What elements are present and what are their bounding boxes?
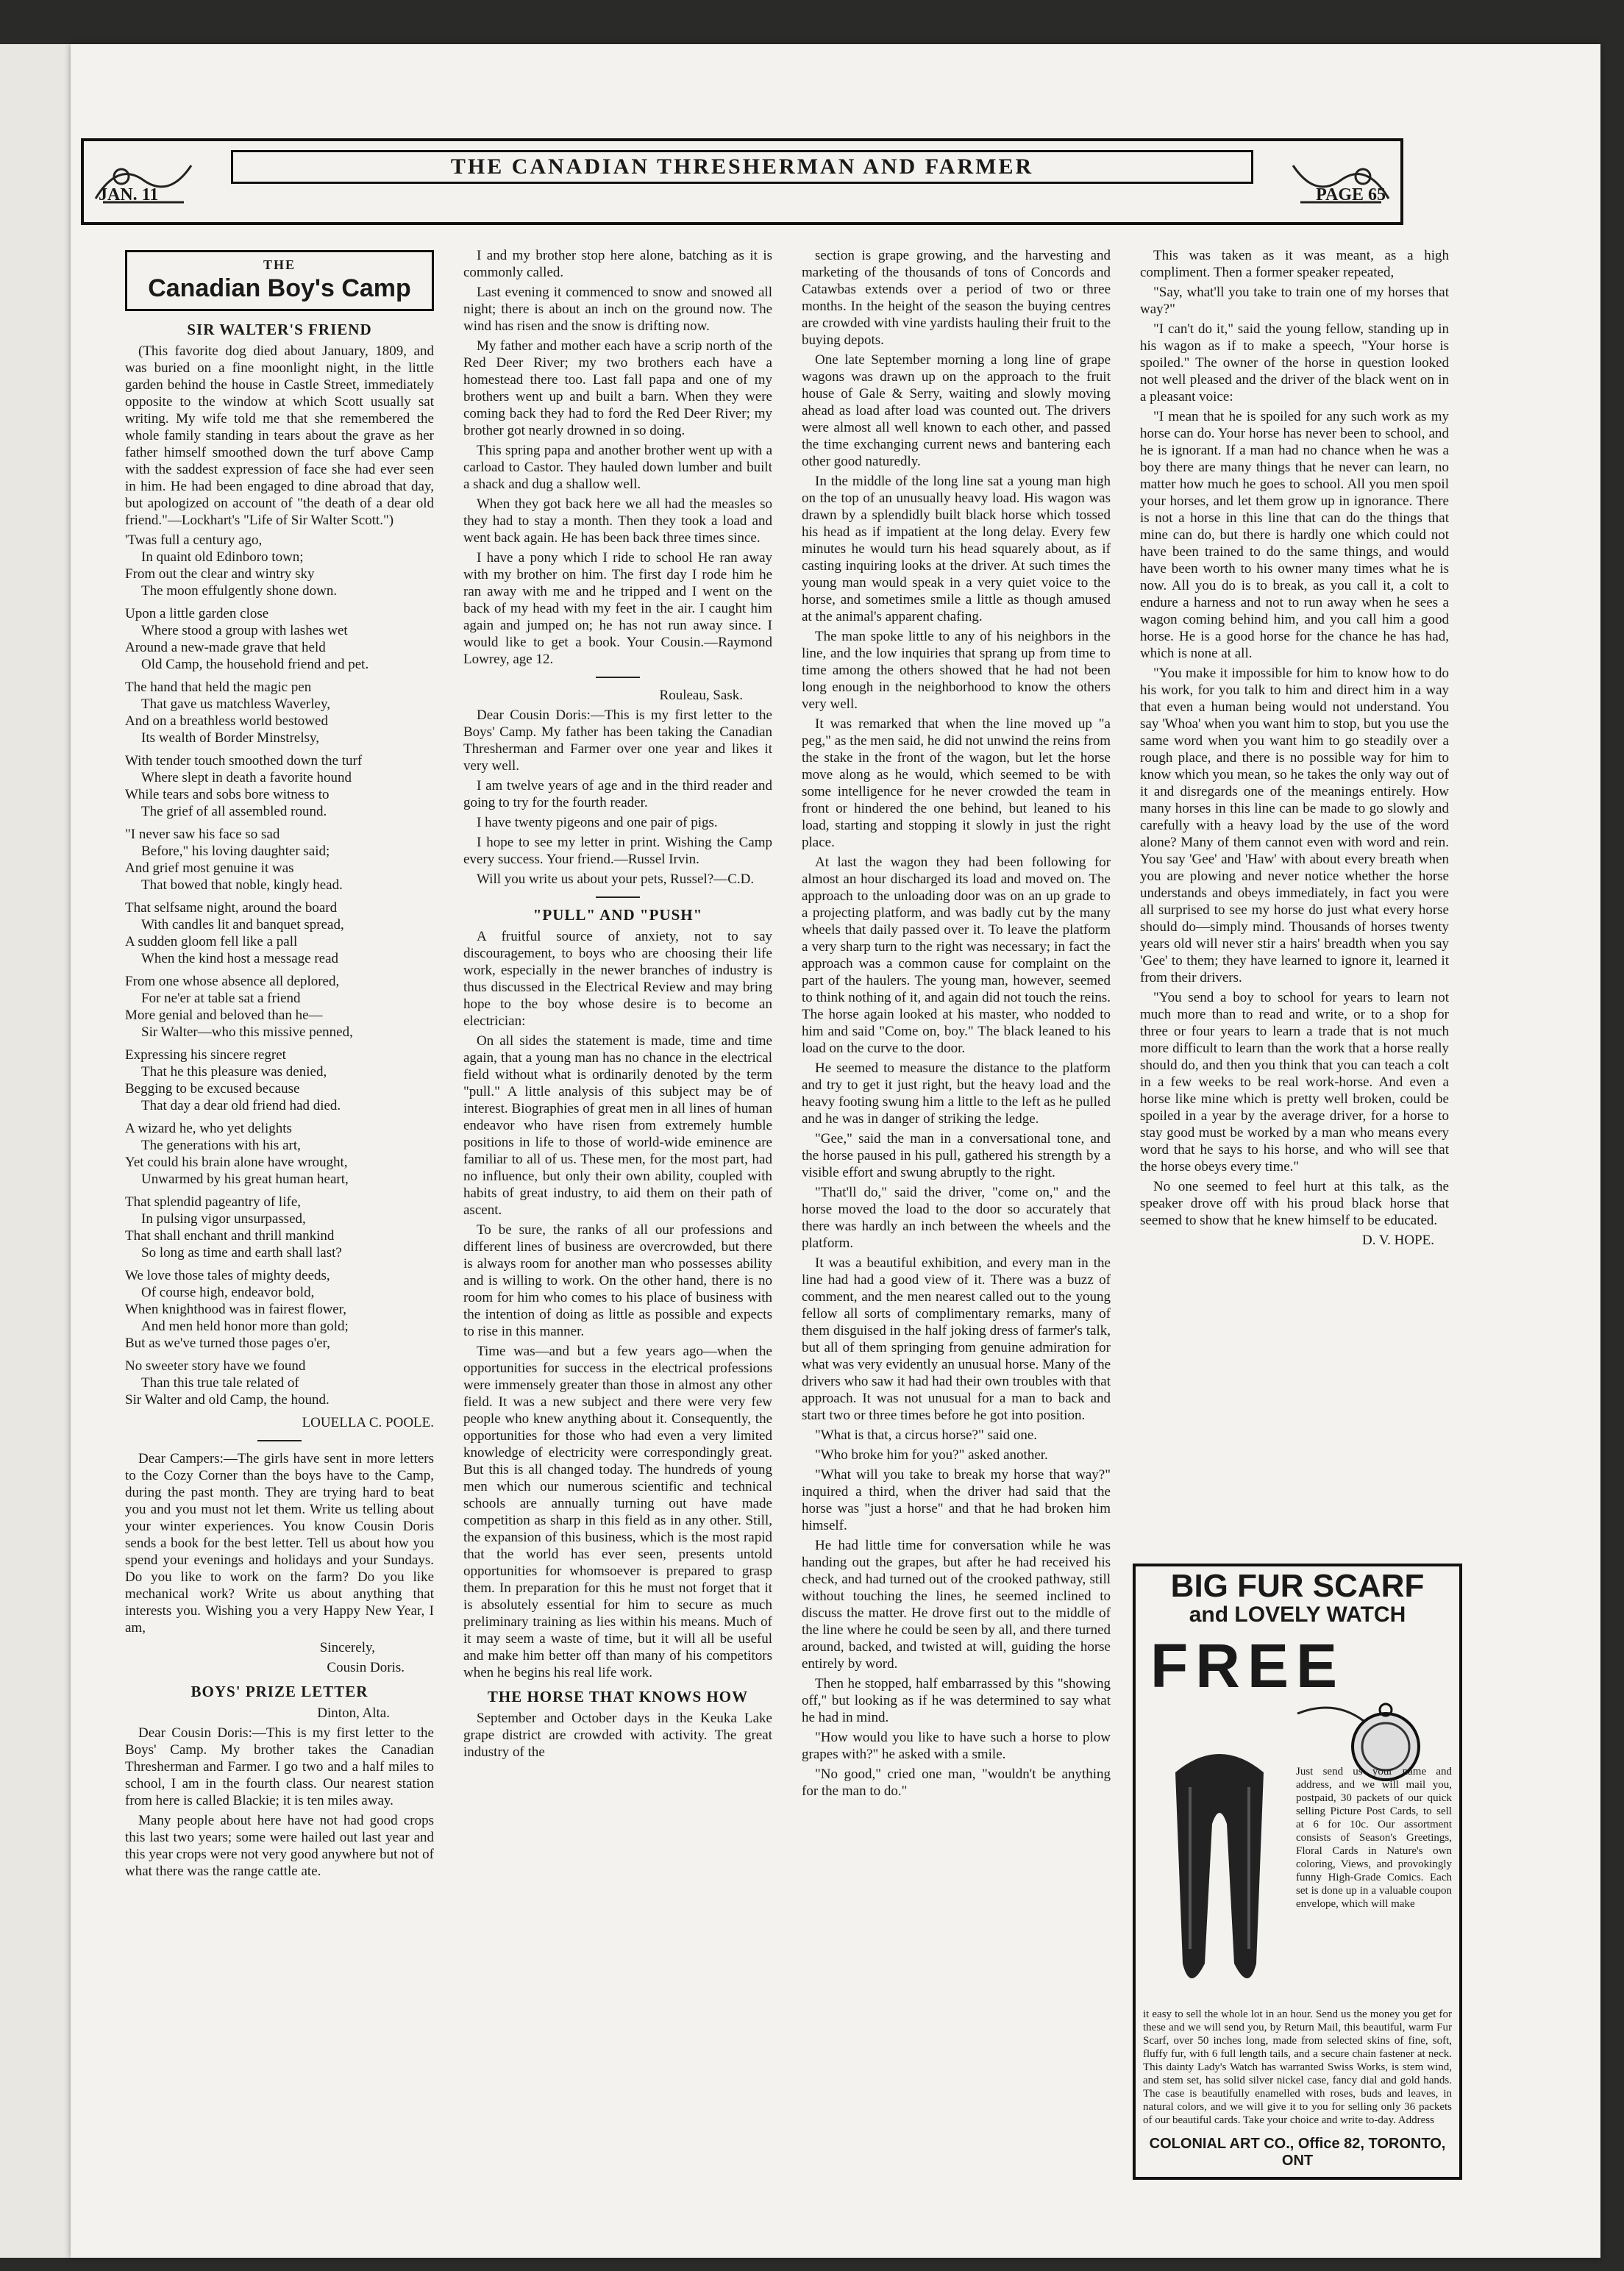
camp-box-the: THE: [263, 257, 296, 272]
poem-line: That selfsame night, around the board: [125, 900, 338, 916]
col3-p16: "How would you like to have such a horse to plow grapes with?" he asked with a smile.: [802, 1730, 1111, 1762]
poem-line: The grief of all assembled round.: [141, 804, 327, 819]
divider: [596, 677, 640, 678]
poem-line: Upon a little garden close: [125, 606, 269, 621]
poem-line: Of course high, endeavor bold,: [141, 1285, 315, 1300]
letter2-p5: Will you write us about your pets, Russel?—C.D.: [477, 871, 755, 887]
poem-line: Around a new-made grave that held: [125, 640, 326, 655]
poem-line: From out the clear and wintry sky: [125, 566, 315, 582]
page-number: PAGE 65: [1316, 185, 1386, 204]
letter2-p3: I have twenty pigeons and one pair of pigs.: [477, 815, 718, 830]
masthead: [81, 138, 1403, 225]
ad-address: COLONIAL ART CO., Office 82, TORONTO, ONT: [1149, 2136, 1446, 2169]
col3-p11: "What is that, a circus horse?" said one.: [815, 1427, 1037, 1443]
letter2-place: Rouleau, Sask.: [659, 688, 743, 703]
poem-line: And grief most genuine it was: [125, 860, 294, 876]
poem-line: 'Twas full a century ago,: [125, 532, 263, 548]
col2-p4: This spring papa and another brother went up with a carload to Castor. They hauled down lumber and built a shack and dug a shallow well.: [463, 443, 772, 492]
poem-line: Unwarmed by his great human heart,: [141, 1172, 349, 1187]
poem-line: With candles lit and banquet spread,: [141, 917, 344, 933]
poem-line: That day a dear old friend had died.: [141, 1098, 341, 1113]
col3-p17: "No good," cried one man, "wouldn't be anything for the man to do.": [802, 1766, 1111, 1799]
ad-offer-text: Just send us your name and address, and we will mail you, postpaid, 30 packets of our quick selling Picture Post Cards, to sell at 6 for 10c. Our assortment consists of Season's Greetings, Floral Cards in Nature's own coloring, Views, and provokingly funny High-Grade Comics. Each set is done up in a valuable coupon envelope, which will make: [1296, 1766, 1452, 1910]
poem-stanza: [125, 1194, 434, 1261]
column-4: [1140, 247, 1449, 1252]
poem-line: Begging to be excused because: [125, 1081, 300, 1097]
fur-scarf-advertisement: [1133, 1564, 1462, 2180]
col2-p6: I have a pony which I ride to school He ran away with my brother on him. The first day I rode him he ran away with me and he tripped and I went on the back of my head with my feet in the air. I caught him again and jumped on; he has not run away since. I would like to get a book. Your Cousin.—Raymond Lowrey, age 12.: [463, 550, 772, 667]
col4-p6: "You send a boy to school for years to learn not much more than to read and write, or to a shop for three or four years to learn a trade that is not much more difficult to learn than the work that a horse really should do, and then you think that you can teach a colt in a few weeks to be real work-horse. And even a horse like mine which is pretty well broken, could be spoiled in a year by the average driver, for a horse to stay good must be worked by a man who means every word that he says to his horse, and who will see that the horse obeys every time.": [1140, 990, 1449, 1174]
poem-stanza: [125, 679, 434, 746]
column-2: [463, 247, 772, 1764]
pull-p2: On all sides the statement is made, time and time again, that a young man has no chance in the electrical field without what is ordinarily denoted by the term "pull." A little analysis of this subject may be of interest. Biographies of great men in all lines of human endeavor who have risen from extremely humble positions in life to those of world-wide eminence are familiar to all of us. These men, for the most part, had no influence, but only their own ability, coupled with habits of great industry, to aid them on their path of ascent.: [463, 1033, 772, 1218]
adjacent-page-edge: [0, 44, 75, 2258]
divider: [257, 1440, 302, 1441]
article-author: D. V. HOPE.: [1361, 1233, 1434, 1248]
pull-p4: Time was—and but a few years ago—when the opportunities for success in the electrical professions were immensely greater than those in almost any other field. It was a new subject and there were very few people who knew anything about it. Consequently, the opportunities for those who had even a very limited knowledge of electricity were correspondingly great. But this is all changed today. The hundreds of young men which our numerous scientific and technical schools are annually turning out have made competition as sharp in this field as in any other. Still, the expansion of this business, which is the most rapid that the world has ever seen, presents untold opportunities for whomsoever is prepared to grasp them. In preparation for this he must not forget that it is absolutely essential for him to secure as much preliminary training as lies within his means. Much of it may seem a waste of time, but it will all be useful and make him better off than many of his competitors when he begins his real life work.: [463, 1344, 772, 1680]
poem-line: Its wealth of Border Minstrelsy,: [141, 730, 320, 746]
poem-line: Where stood a group with lashes wet: [141, 623, 348, 638]
poem-line: The generations with his art,: [141, 1138, 301, 1153]
poem-line: Old Camp, the household friend and pet.: [141, 657, 369, 672]
sir-walters-friend-heading: SIR WALTER'S FRIEND: [187, 321, 372, 338]
fur-scarf-icon: [1146, 1743, 1293, 2000]
poem-line: Yet could his brain alone have wrought,: [125, 1155, 348, 1170]
issue-date: JAN. 11: [99, 185, 159, 204]
poem-stanza: [125, 973, 434, 1041]
boys-camp-title-box: [125, 250, 434, 311]
poem-line: In quaint old Edinboro town;: [141, 549, 304, 565]
poem-line: So long as time and earth shall last?: [141, 1245, 342, 1261]
poem-stanza: [125, 1267, 434, 1352]
col3-p4: The man spoke little to any of his neighbors in the line, and the low inquiries that sprang up from time to time among the others showed that he had not been long enough in the neighborhood to know the others very well.: [802, 629, 1111, 712]
campers-letter: Dear Campers:—The girls have sent in more letters to the Cozy Corner than the boys have to the Camp, during the past month. They are trying hard to beat you and you must not let them. Write us telling about your winter experiences. You know Cousin Doris sends a book for the best letter. Tell us about how you spend your evenings and holidays and your Sundays. Do you like to work on the farm? Do you like mechanical work? Write us about anything that interests you. Wishing you a very Happy New Year, I am,: [125, 1451, 434, 1636]
letter2-p1: Dear Cousin Doris:—This is my first letter to the Boys' Camp. My father has been taking the Canadian Thresherman and Farmer over one year and likes it very well.: [463, 707, 772, 774]
poem-line: That bowed that noble, kingly head.: [141, 877, 343, 893]
col3-p8: "Gee," said the man in a conversational tone, and the horse paused in his pull, gathered his strength by a visible effort and swung abruptly to the right.: [802, 1131, 1111, 1180]
col2-p2: Last evening it commenced to snow and snowed all night; there is about an inch on the ground now. The wind has risen and the snow is drifting now.: [463, 285, 772, 334]
letter2-p2: I am twelve years of age and in the third reader and going to try for the fourth reader.: [463, 778, 772, 810]
poem-line: No sweeter story have we found: [125, 1358, 306, 1374]
divider: [596, 896, 640, 898]
poem-line: That splendid pageantry of life,: [125, 1194, 302, 1210]
poem-line: A wizard he, who yet delights: [125, 1121, 292, 1136]
col3-p13: "What will you take to break my horse that way?" inquired a third, when the driver had said that the horse was "just a horse" and that he had broken him himself.: [802, 1467, 1111, 1533]
pull-p3: To be sure, the ranks of all our professions and different lines of business are overcrowded, but there is always room for another man who possesses ability and is willing to work. On the other hand, there is no room for him who comes to his place of business with the intention of doing as little as possible and expects to rise in this manner.: [463, 1222, 772, 1339]
col2-p1: I and my brother stop here alone, batching as it is commonly called.: [463, 248, 772, 280]
right-ornament-icon: [1286, 147, 1396, 213]
horse-p1: September and October days in the Keuka Lake grape district are crowded with activity. The great industry of the: [463, 1711, 772, 1760]
poem-line: Sir Walter and old Camp, the hound.: [125, 1392, 330, 1408]
poem-line: That shall enchant and thrill mankind: [125, 1228, 335, 1244]
col3-p14: He had little time for conversation while he was handing out the grapes, but after he had received his check, and had turned out of the crooked pathway, still without touching the lines, he seemed inclined to discuss the matter. He drove first out to the middle of the line where he could be seen by all, and there turned around, backed, and twisted at will, guiding the horse entirely by word.: [802, 1538, 1111, 1672]
sincerely: Sincerely,: [319, 1640, 375, 1655]
col3-p10: It was a beautiful exhibition, and every man in the line had had a good view of it. There was a buzz of comment, and the men nearest called out to the young fellow all sorts of complimentary remarks, many of them disguised in the half joking dress of farmer's talk, but all of them springing from genuine admiration for what was very evidently an unusual horse. Many of the drivers who saw it had had their own troubles with that approach. It was not unusual for a man to back and start two or three times before he got into position.: [802, 1255, 1111, 1423]
poem-stanza: [125, 752, 434, 820]
col3-p5: It was remarked that when the line moved up "a peg," as the men said, he did not unwind the reins from the stake in the front of the wagon, but let the horse move along as he would, which seemed to be with some intelligence for he never crowded the team in front or hindered the one behind, but leaned to his load, starting and stopping it slowly in just the right place.: [802, 716, 1111, 850]
poem-stanza: [125, 1120, 434, 1188]
poem-line: In pulsing vigor unsurpassed,: [141, 1211, 306, 1227]
col4-p4: "I mean that he is spoiled for any such work as my horse can do. Your horse has never been to school, and he is ignorant. If a man had no chance when he was a boy there are many things that he never can learn, no matter how much he goes to school. All you men spoil your horses, and let them grow up in ignorance. There is not a horse in this line that can do the things that mine can do, but there is hardly one which could not have been trained to do the same things, and would have been worth to his owner many times what he is now. All you do is to break, as you call it, a colt to endure a harness and not to run away when he sees a wagon coming behind him, and you call him a good horse. He is a good horse for the chance he has had, which is none at all.: [1140, 409, 1449, 661]
poem-line: The moon effulgently shone down.: [141, 583, 338, 599]
poem-line: And men held honor more than gold;: [141, 1319, 349, 1334]
letter2-p4: I hope to see my letter in print. Wishing the Camp every success. Your friend.—Russel Irvin.: [463, 835, 772, 867]
poem-line: With tender touch smoothed down the turf: [125, 753, 363, 769]
col3-p9: "That'll do," said the driver, "come on," and the horse moved the load to the door so accurately that there was hardly an inch between the wheels and the platform.: [802, 1185, 1111, 1251]
ad-offer-text-continued: it easy to sell the whole lot in an hour. Send us the money you get for these and we will send you, by Return Mail, this beautiful, warm Fur Scarf, over 50 inches long, made from selected skins of fine, soft, fluffy fur, with 6 full length tails, and a secure chain fastener at neck. This dainty Lady's Watch has warranted Swiss Works, is stem wind, and stem set, has solid silver nickel case, fancy dial and gold hands. The case is beautifully enamelled with roses, buds and leaves, in natural colors, and we will give it to you for selling only 36 packets of our beautiful cards. Take your choice and write to-day. Address: [1143, 2008, 1452, 2126]
poem-line: When knighthood was in fairest flower,: [125, 1302, 347, 1317]
poem-line: "I never saw his face so sad: [125, 827, 280, 842]
poem-line: Where slept in death a favorite hound: [141, 770, 352, 785]
poem-line: But as we've turned those pages o'er,: [125, 1336, 330, 1351]
col3-p7: He seemed to measure the distance to the platform and try to get it just right, but the heavy load and the heavy footing swung him a little to the left as he pulled and he was in danger of striking the ledge.: [802, 1060, 1111, 1127]
column-3: [802, 247, 1111, 1803]
ad-headline: BIG FUR SCARF: [1170, 1568, 1425, 1604]
col4-p2: "Say, what'll you take to train one of my horses that way?": [1140, 285, 1449, 317]
prize-letter-p2: Many people about here have not had good crops this last two years; some were hailed out last year and this year crops were not very good anywhere but not of what there was the range cattle ate.: [125, 1813, 434, 1879]
poem-stanza: [125, 605, 434, 673]
poem-stanza: [125, 1047, 434, 1114]
signoff: Cousin Doris.: [327, 1660, 405, 1675]
poem-line: Than this true tale related of: [141, 1375, 299, 1391]
col4-p3: "I can't do it," said the young fellow, standing up in his wagon as if to make a speech, "Your horse is spoiled." The owner of the horse in question looked not well pleased and the driver of the black went on in a pleasant voice:: [1140, 321, 1449, 404]
poem-author: LOUELLA C. POOLE.: [302, 1415, 434, 1430]
prize-letter-p1: Dear Cousin Doris:—This is my first letter to the Boys' Camp. My brother takes the Canadian Thresherman and Farmer. I go two and a half miles to school, I am in the fourth class. Our nearest station from here is called Blackie; it is ten miles away.: [125, 1725, 434, 1808]
publication-title: THE CANADIAN THRESHERMAN AND FARMER: [450, 154, 1034, 179]
col2-p3: My father and mother each have a scrip north of the Red Deer River; my two brothers each have a homestead there too. Last fall papa and one of my brothers went up and built a barn. When they were coming back they had to ford the Red Deer River; my brother got nearly drowned in so doing.: [463, 338, 772, 438]
poem-line: We love those tales of mighty deeds,: [125, 1268, 330, 1283]
col4-p5: "You make it impossible for him to know how to do his work, for you talk to him and direct him in a way that even a human being would not understand. You say 'Whoa' when you want him to stop, but you use the same word when you want him to go steadily over a rough place, and there is no possible way for him to know which you mean, so he takes the only way out of it and disregards one of the meanings entirely. How many horses in this line can be made to go slowly and carefully with a heavy load by the use of the word alone? Many of them cannot even with word and rein. You say 'Gee' and 'Haw' with about every breath when you are plowing and never notice whether the horse understands and obeys immediately, in fact you were all surprised to see my horse do just what every horse should do—simply mind. Thousands of horses twenty years old will never stir a hairs' breadth when you say 'Gee' to them; they have learned to ignore it, learned it from their drivers.: [1140, 666, 1449, 985]
poem-stanza: [125, 826, 434, 894]
col3-p15: Then he stopped, half embarrassed by this "showing off," but looking as if he was determined to say what he had in mind.: [802, 1676, 1111, 1725]
masthead-title-box: [231, 150, 1253, 184]
poem-line: When the kind host a message read: [141, 951, 339, 966]
poem-stanza: [125, 1358, 434, 1408]
poem-line: Sir Walter—who this missive penned,: [141, 1024, 353, 1040]
poem-stanza: [125, 532, 434, 599]
ad-free: FREE: [1150, 1631, 1345, 1700]
poem-line: And on a breathless world bestowed: [125, 713, 328, 729]
col3-p12: "Who broke him for you?" asked another.: [815, 1447, 1048, 1463]
camp-box-title: Canadian Boy's Camp: [148, 274, 411, 302]
friend-intro: (This favorite dog died about January, 1809, and was buried on a fine moonlight night, in the little garden behind the house in Castle Street, immediately opposite to the window at which Scott usually sat writing. My wife told me that she remembered the whole family standing in tears about the grave as her father himself smoothed down the turf above Camp with the saddest expression of face she had ever seen in him. He had been engaged to dine abroad that day, but apologized on account of "the death of a dear old friend."—Lockhart's "Life of Sir Walter Scott."): [125, 343, 434, 528]
col3-p2: One late September morning a long line of grape wagons was drawn up on the approach to the fruit house of Gale & Serry, waiting and slowly moving ahead as load after load was counted out. The drivers were almost all well known to each other, and passed the time exchanging current news and bantering each other good naturedly.: [802, 352, 1111, 469]
col4-p7: No one seemed to feel hurt at this talk, as the speaker drove off with his proud black horse that seemed to show that he knew himself to be educated.: [1140, 1179, 1449, 1228]
col2-p5: When they got back here we all had the measles so they had to stay a month. Then they took a load and went back again. He has been back three times since.: [463, 496, 772, 546]
poem-line: While tears and sobs bore witness to: [125, 787, 330, 802]
col3-p3: In the middle of the long line sat a young man high on the top of an unusually heavy load. His wagon was drawn by a splendidly built black horse which tossed his head as if impatient at the long delay. Every few minutes he would turn his head squarely about, as if casting inquiring looks at the driver. At such times the young man would speak in a very quiet voice to the horse, and sometimes smile a little as though amused at the animal's apparent chafing.: [802, 474, 1111, 624]
poem-line: For ne'er at table sat a friend: [141, 991, 301, 1006]
poem-line: A sudden gloom fell like a pall: [125, 934, 298, 949]
poem-line: Before," his loving daughter said;: [141, 844, 330, 859]
col3-p6: At last the wagon they had been following for almost an hour discharged its load and moved on. The approach to the unloading door was on an up grade to a projecting platform, and was badly cut by the many wheels that daily passed over it. To leave the platform a very sharp turn to the right was necessary; in fact the approach was a common cause for complaint on the part of the haulers. The young man, however, seemed to think nothing of it, and again did not touch the reins. The horse again looked at his master, who nodded to him and said "Come on, boy." The black leaned to his load on the curve to the door.: [802, 855, 1111, 1056]
pull-and-push-heading: "PULL" AND "PUSH": [533, 906, 703, 924]
boys-prize-letter-heading: BOYS' PRIZE LETTER: [190, 1683, 368, 1700]
poem-line: That he this pleasure was denied,: [141, 1064, 327, 1080]
poem-line: That gave us matchless Waverley,: [141, 696, 330, 712]
column-1: [125, 250, 434, 1883]
poem-line: From one whose absence all deplored,: [125, 974, 340, 989]
pull-p1: A fruitful source of anxiety, not to say discouragement, to boys who are choosing their life work, especially in the newer branches of industry is thus discussed in the Electrical Review and may bring hope to the boy whose desire is to become an electrician:: [463, 929, 772, 1029]
col3-p1: section is grape growing, and the harvesting and marketing of the thousands of tons of Concords and Catawbas extends over a period of two or three months. In the height of the season the buying centres are crowded with vine yardists hauling their fruit to the buying depots.: [802, 248, 1111, 348]
horse-knows-how-heading: THE HORSE THAT KNOWS HOW: [487, 1688, 749, 1705]
prize-letter-place: Dinton, Alta.: [317, 1705, 390, 1721]
poem-stanza: [125, 899, 434, 967]
poem-line: More genial and beloved than he—: [125, 1008, 323, 1023]
poem: [125, 532, 434, 1408]
poem-line: Expressing his sincere regret: [125, 1047, 286, 1063]
poem-line: The hand that held the magic pen: [125, 680, 312, 695]
col4-p1: This was taken as it was meant, as a high compliment. Then a former speaker repeated,: [1140, 248, 1449, 280]
ad-subheadline: and LOVELY WATCH: [1189, 1602, 1406, 1627]
